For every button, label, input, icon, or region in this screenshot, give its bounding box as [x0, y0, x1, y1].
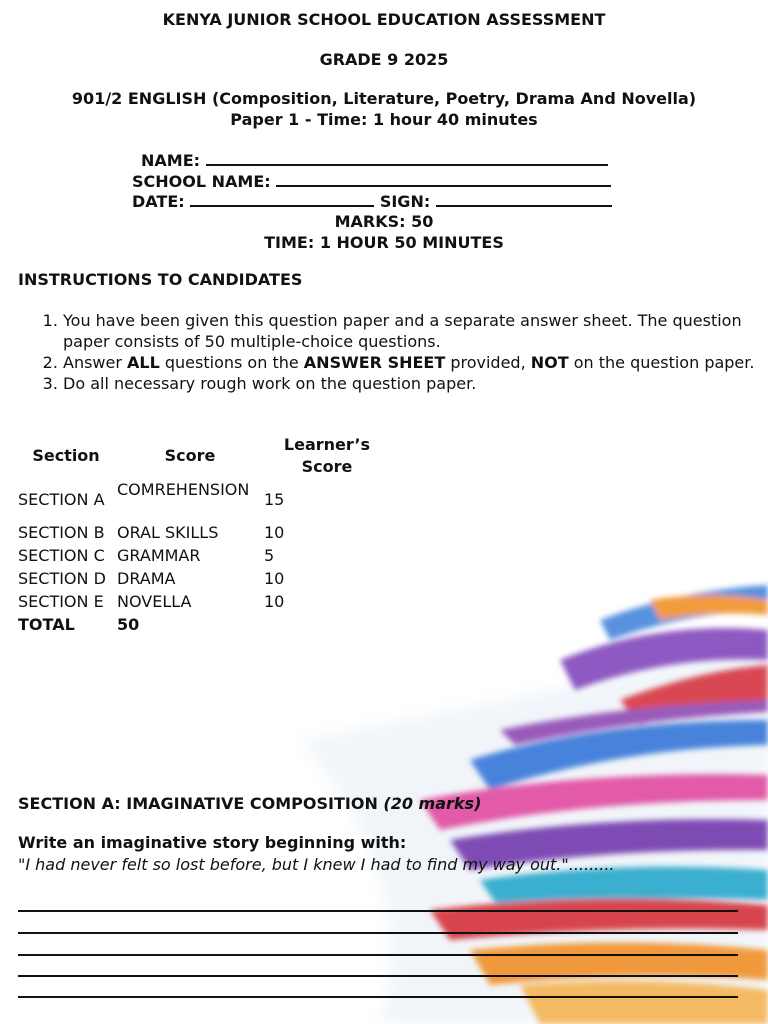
name-blank[interactable]	[206, 150, 608, 166]
school-label: SCHOOL NAME:	[132, 172, 271, 191]
table-row-section: SECTION C	[18, 546, 105, 565]
grade-title: GRADE 9 2025	[319, 50, 449, 69]
date-sign-field	[132, 191, 612, 212]
answer-line[interactable]	[18, 932, 738, 934]
composition-quote: "I had never felt so lost before, but I knew I had to find my way out.".........	[18, 855, 615, 874]
table-row-name: NOVELLA	[117, 592, 192, 611]
sign-blank[interactable]	[436, 191, 612, 207]
table-row-section: SECTION B	[18, 523, 105, 542]
answer-line[interactable]	[18, 996, 738, 998]
name-label: NAME:	[141, 151, 201, 170]
table-row-name: COMREHENSION	[117, 480, 250, 499]
instructions-list	[18, 310, 768, 394]
marks-total: MARKS: 50	[334, 212, 434, 231]
assessment-title: KENYA JUNIOR SCHOOL EDUCATION ASSESSMENT	[162, 10, 606, 29]
answer-line[interactable]	[18, 954, 738, 956]
instruction-item: 1. You have been given this question paper and a separate answer sheet. The question paper consists of 50 multiple-choice questions.	[63, 310, 768, 352]
instruction-item: 3. Do all necessary rough work on the question paper.	[63, 373, 768, 394]
table-row-score: 15	[264, 490, 285, 509]
sign-label: SIGN:	[379, 192, 431, 211]
answer-line[interactable]	[18, 910, 738, 912]
table-row-section: SECTION D	[18, 569, 106, 588]
table-row-section: SECTION A	[18, 490, 105, 509]
table-total-label: TOTAL	[18, 615, 75, 634]
section-a-marks: (20 marks)	[383, 794, 482, 813]
instruction-item: 2. Answer ALL questions on the ANSWER SHEET provided, NOT on the question paper.	[63, 352, 768, 373]
table-header-score: Score	[164, 446, 216, 465]
table-row-score: 10	[264, 569, 285, 588]
section-a-title: SECTION A: IMAGINATIVE COMPOSITION (20 marks)	[18, 794, 482, 813]
table-header-learners-score: Learner’s Score	[283, 435, 371, 476]
composition-prompt: Write an imaginative story beginning with:	[18, 833, 407, 852]
answer-line[interactable]	[18, 975, 738, 977]
paper-time: Paper 1 - Time: 1 hour 40 minutes	[230, 110, 538, 129]
table-row-name: GRAMMAR	[117, 546, 201, 565]
date-label: DATE:	[132, 192, 185, 211]
table-total-value: 50	[117, 615, 140, 634]
school-blank[interactable]	[276, 171, 611, 187]
time-total: TIME: 1 HOUR 50 MINUTES	[264, 233, 504, 252]
date-blank[interactable]	[190, 191, 374, 207]
table-row-score: 10	[264, 592, 285, 611]
table-row-score: 5	[264, 546, 275, 565]
instructions-heading: INSTRUCTIONS TO CANDIDATES	[18, 270, 303, 289]
subject-title: 901/2 ENGLISH (Composition, Literature, Poetry, Drama And Novella)	[71, 89, 697, 108]
table-row-name: ORAL SKILLS	[117, 523, 219, 542]
school-field	[132, 171, 611, 192]
table-row-section: SECTION E	[18, 592, 104, 611]
name-field	[141, 150, 608, 171]
table-row-score: 10	[264, 523, 285, 542]
table-row-name: DRAMA	[117, 569, 176, 588]
table-header-section: Section	[32, 446, 100, 465]
